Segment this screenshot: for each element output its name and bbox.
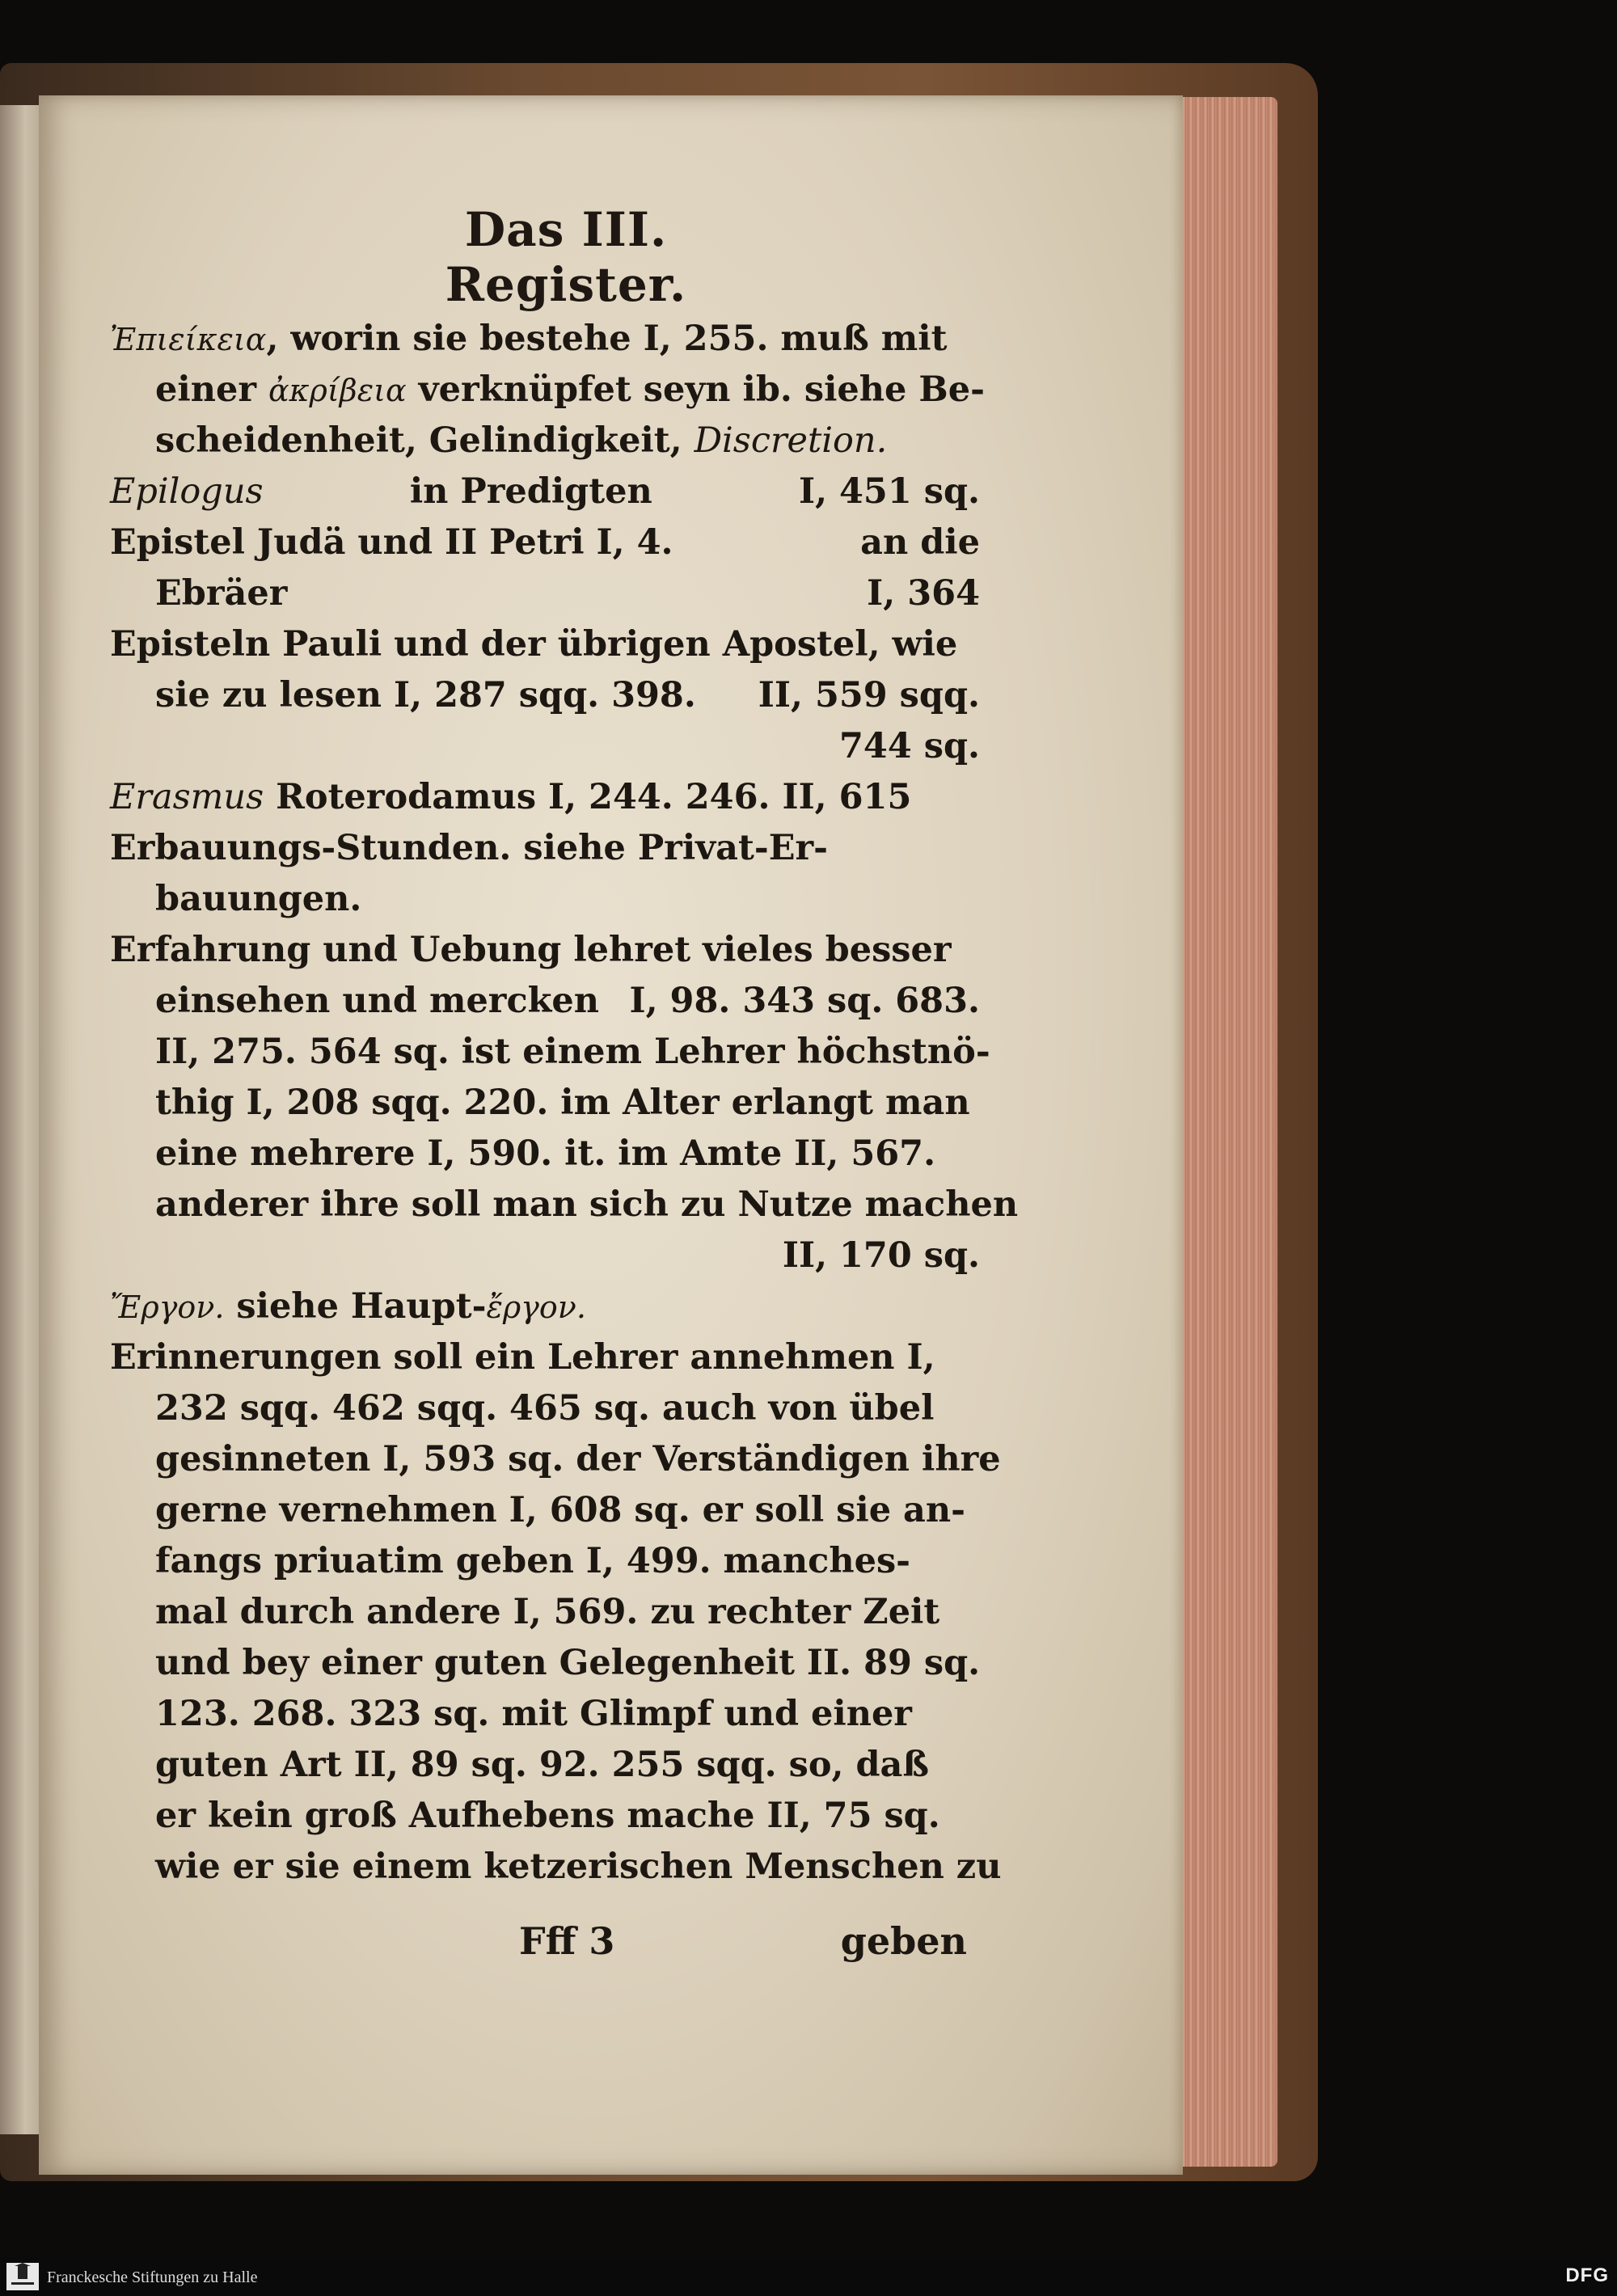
text-line [110,619,980,670]
text-run: Roterodamus I, 244. 246. II, 615 [264,777,912,817]
index-text [110,314,1019,1893]
text-line [110,1791,980,1842]
text-run: II, 559 sqq. [758,675,980,715]
text-run: und bey einer guten Gelegenheit II. 89 sq. [155,1643,981,1683]
text-run: Erfahrung und Uebung lehret vieles besser [110,930,952,970]
text-line [110,1689,980,1740]
text-run: ἔργον. [486,1289,586,1325]
text-run: 232 sqq. 462 sqq. 465 sq. auch von übel [155,1388,935,1429]
signature-mark: Fff 3 [519,1919,615,1963]
foundation-logo-icon [6,2263,39,2290]
text-run: mal durch andere I, 569. zu rechter Zeit [155,1592,940,1632]
text-line [110,1281,980,1332]
text-run: einer [155,369,268,410]
text-run: I, 98. 343 sq. 683. [629,981,980,1021]
text-run: Erasmus [110,777,264,817]
text-run: sie zu lesen I, 287 sqq. 398. [155,675,696,715]
text-line [110,1842,1002,1893]
text-run: , worin sie bestehe I, 255. muß mit [266,319,948,359]
text-line [110,1230,980,1281]
text-line [110,874,980,925]
text-run: Erbauungs-Stunden. siehe Privat-Er- [110,828,828,868]
text-run: guten Art II, 89 sq. 92. 255 sqq. so, daß [155,1745,930,1785]
text-line [110,1536,980,1587]
text-run: gerne vernehmen I, 608 sq. er soll sie an- [155,1490,965,1530]
text-run: in Predigten [409,471,652,512]
text-line [110,1078,980,1129]
text-run: Epilogus [110,471,264,512]
text-line [110,1180,1019,1230]
text-run: er kein groß Aufhebens mache II, 75 sq. [155,1796,940,1836]
text-line [110,976,980,1027]
text-line [110,721,980,772]
text-line [110,466,980,517]
text-line [110,925,980,976]
catchline [110,1919,967,1976]
text-run: Erinnerungen soll ein Lehrer annehmen I, [110,1337,935,1378]
text-line [110,1587,980,1638]
text-run: anderer ihre soll man sich zu Nutze machen [155,1184,1019,1225]
text-run: ἀκρίβεια [268,373,407,408]
text-line [110,1027,990,1078]
running-head: Das III. Register. [445,202,687,312]
text-run: Discretion. [694,420,888,461]
text-line [110,416,980,466]
text-run: an die [860,522,980,563]
text-line [110,517,980,568]
text-line [110,314,980,365]
text-line [110,1332,980,1383]
text-line [110,365,985,416]
text-line [110,1383,980,1434]
text-run: II, 170 sq. [782,1235,980,1276]
text-run: einsehen und mercken [155,981,600,1021]
text-line [110,670,980,721]
text-line [110,568,980,619]
text-run: wie er sie einem ketzerischen Menschen zu [155,1847,1002,1887]
text-run: Epistel Judä und II Petri I, 4. [110,522,673,563]
text-run: 123. 268. 323 sq. mit Glimpf und einer [155,1694,912,1734]
text-line [110,823,980,874]
text-run: thig I, 208 sqq. 220. im Alter erlangt man [155,1083,970,1123]
text-run: eine mehrere I, 590. it. im Amte II, 567. [155,1133,936,1174]
text-run: Ebräer [155,573,288,614]
text-run: Ἐπιείκεια [110,322,267,357]
text-line [110,1485,980,1536]
text-run: I, 451 sq. [798,471,980,512]
text-run: I, 364 [867,573,980,614]
text-run: Episteln Pauli und der übrigen Apostel, wie [110,624,958,665]
catchword: geben [840,1919,967,1963]
text-run: fangs priuatim geben I, 499. manches- [155,1541,911,1581]
text-line [110,1740,980,1791]
text-line [110,772,980,823]
left-page-edge [0,105,42,2134]
institution-name: Franckesche Stiftungen zu Halle [47,2269,258,2286]
footer-bar [0,2258,1617,2296]
text-run: verknüpfet seyn ib. siehe Be- [406,369,985,410]
dfg-logo: DFG [1565,2264,1609,2286]
text-run: Ἔργον. [110,1289,225,1325]
text-line [110,1434,1001,1485]
text-run: II, 275. 564 sq. ist einem Lehrer höchstnö- [155,1032,990,1072]
text-run: scheidenheit, Gelindigkeit, [155,420,695,461]
text-line [110,1129,980,1180]
text-run: siehe Haupt- [224,1286,487,1327]
text-line [110,1638,980,1689]
text-run: gesinneten I, 593 sq. der Verständigen ihre [155,1439,1001,1479]
text-run: bauungen. [155,879,362,919]
text-run: 744 sq. [839,726,980,766]
